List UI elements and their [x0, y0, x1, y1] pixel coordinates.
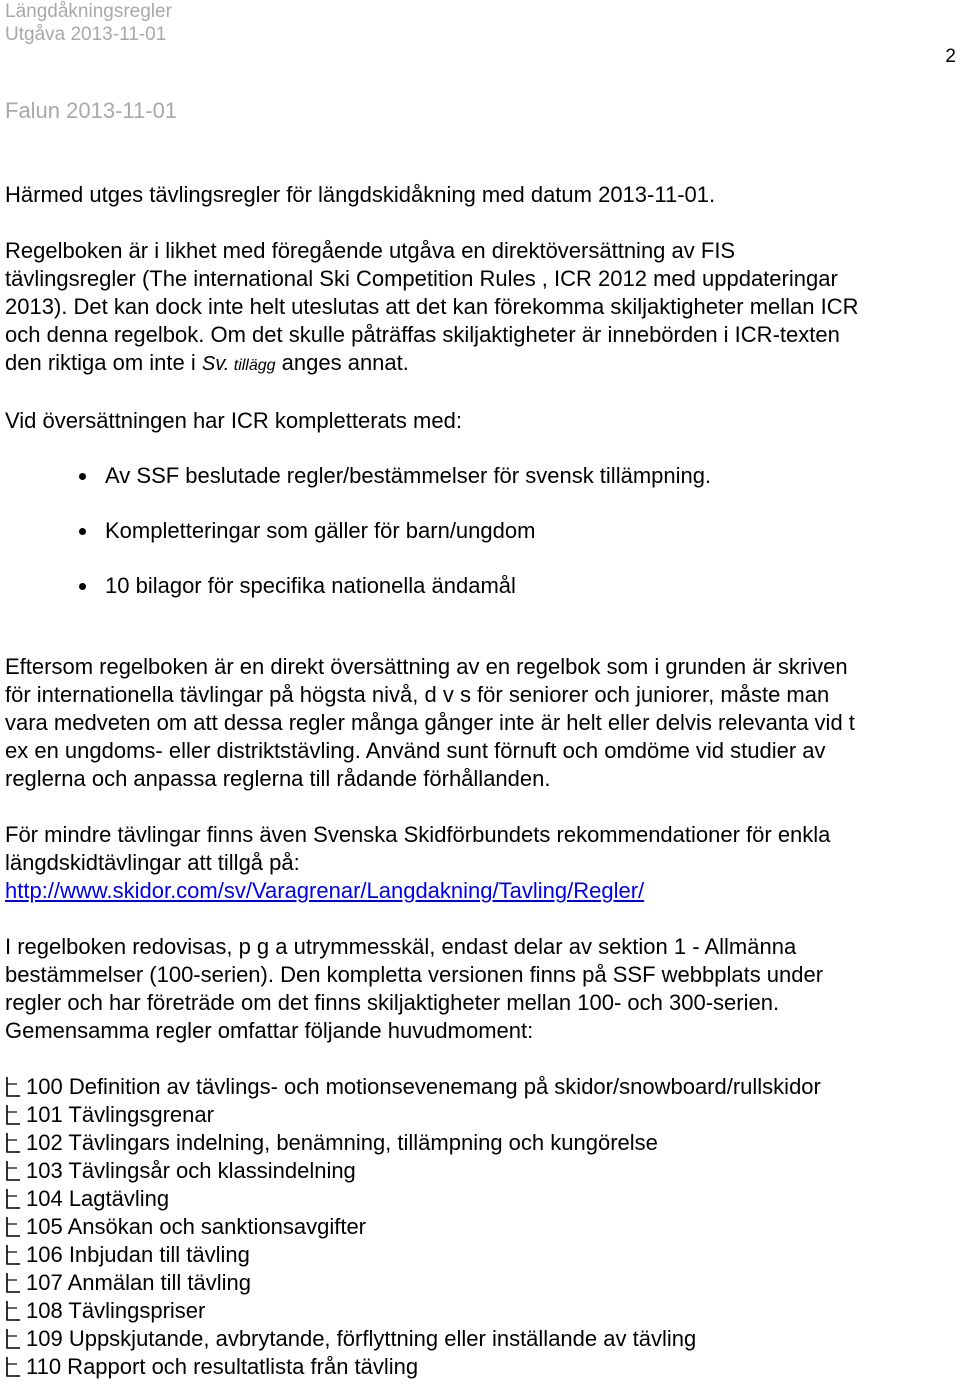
section-text: 110 Rapport och resultatlista från tävling	[26, 1354, 419, 1379]
section-tree-branch-icon	[5, 1356, 21, 1378]
page-number: 2	[945, 46, 956, 67]
section-item	[0, 1325, 960, 1353]
eftersom-line-2: för internationella tävlingar på högsta nivå, d v s för seniorer och juniorer, måste man	[5, 682, 830, 707]
redovisas-line-1: I regelboken redovisas, p g a utrymmesskäl, endast delar av sektion 1 - Allmänna	[5, 934, 797, 959]
redovisas-line-4: Gemensamma regler omfattar följande huvudmoment:	[5, 1018, 534, 1043]
bullet-text: Kompletteringar som gäller för barn/ungdom	[105, 518, 536, 543]
place-date: Falun 2013-11-01	[5, 98, 178, 123]
mindre-tavlingar-paragraph	[5, 821, 953, 905]
regelboken-line-4: och denna regelbok. Om det skulle påträffas skiljaktigheter är innebörden i ICR-texten	[5, 322, 840, 347]
section-text: 106 Inbjudan till tävling	[26, 1242, 250, 1267]
section-text: 101 Tävlingsgrenar	[26, 1102, 214, 1127]
regelboken-line-5b: anges annat.	[275, 350, 409, 375]
regelboken-line-5a: den riktiga om inte i	[5, 350, 202, 375]
vid-paragraph: Vid översättningen har ICR kompletterats med:	[5, 408, 462, 433]
section-tree-branch-icon	[5, 1132, 21, 1154]
tillagg-word: tillägg	[229, 357, 276, 374]
bullet-item	[0, 517, 960, 545]
section-tree-branch-icon	[5, 1216, 21, 1238]
section-tree-branch-icon	[5, 1272, 21, 1294]
section-tree-branch-icon	[5, 1300, 21, 1322]
regelboken-line-2: tävlingsregler (The international Ski Competition Rules , ICR 2012 med uppdateringar	[5, 266, 838, 291]
section-text: 103 Tävlingsår och klassindelning	[26, 1158, 356, 1183]
section-item	[0, 1073, 960, 1101]
mindre-line-1: För mindre tävlingar finns även Svenska Skidförbundets rekommendationer för enkla	[5, 822, 831, 847]
regelboken-paragraph	[5, 237, 953, 380]
section-tree-branch-icon	[5, 1244, 21, 1266]
redovisas-paragraph	[5, 933, 953, 1045]
section-item	[0, 1185, 960, 1213]
section-text: 100 Definition av tävlings- och motionsevenemang på skidor/snowboard/rullskidor	[26, 1074, 821, 1099]
bullet-dot-icon	[79, 583, 86, 590]
section-list	[0, 1073, 960, 1381]
intro-paragraph: Härmed utges tävlingsregler för längdskidåkning med datum 2013-11-01.	[5, 182, 716, 207]
section-tree-branch-icon	[5, 1104, 21, 1126]
section-text: 109 Uppskjutande, avbrytande, förflyttning eller inställande av tävling	[26, 1326, 697, 1351]
section-item	[0, 1269, 960, 1297]
section-tree-branch-icon	[5, 1076, 21, 1098]
section-item	[0, 1101, 960, 1129]
skidor-rules-link[interactable]: http://www.skidor.com/sv/Varagrenar/Langdakning/Tavling/Regler/	[5, 878, 645, 903]
eftersom-line-4: ex en ungdoms- eller distriktstävling. Använd sunt förnuft och omdöme vid studier av	[5, 738, 826, 763]
section-item	[0, 1157, 960, 1185]
supplement-bullet-list	[0, 462, 960, 627]
section-tree-branch-icon	[5, 1188, 21, 1210]
section-text: 105 Ansökan och sanktionsavgifter	[26, 1214, 367, 1239]
eftersom-line-5: reglerna och anpassa reglerna till rådande förhållanden.	[5, 766, 551, 791]
sv-abbreviation: Sv.	[201, 353, 230, 375]
section-item	[0, 1213, 960, 1241]
regelboken-line-1: Regelboken är i likhet med föregående utgåva en direktöversättning av FIS	[5, 238, 736, 263]
eftersom-line-3: vara medveten om att dessa regler många gånger inte är helt eller delvis relevanta vid t	[5, 710, 855, 735]
bullet-dot-icon	[79, 528, 86, 535]
bullet-text: 10 bilagor för specifika nationella ändamål	[105, 573, 516, 598]
section-item	[0, 1129, 960, 1157]
bullet-text: Av SSF beslutade regler/bestämmelser för svensk tillämpning.	[105, 463, 712, 488]
eftersom-line-1: Eftersom regelboken är en direkt översättning av en regelbok som i grunden är skriven	[5, 654, 848, 679]
section-tree-branch-icon	[5, 1328, 21, 1350]
section-text: 107 Anmälan till tävling	[26, 1270, 252, 1295]
mindre-line-2: längdskidtävlingar att tillgå på:	[5, 850, 300, 875]
section-item	[0, 1353, 960, 1381]
eftersom-paragraph	[5, 653, 953, 793]
bullet-item	[0, 462, 960, 490]
regelboken-line-3: 2013). Det kan dock inte helt uteslutas att det kan förekomma skiljaktigheter mellan ICR	[5, 294, 859, 319]
section-text: 104 Lagtävling	[26, 1186, 170, 1211]
bullet-dot-icon	[79, 473, 86, 480]
bullet-item	[0, 572, 960, 600]
section-item	[0, 1297, 960, 1325]
section-item	[0, 1241, 960, 1269]
header-title: Längdåkningsregler	[5, 1, 172, 22]
redovisas-line-2: bestämmelser (100-serien). Den kompletta versionen finns på SSF webbplats under	[5, 962, 824, 987]
header-edition: Utgåva 2013-11-01	[5, 24, 167, 45]
section-text: 108 Tävlingspriser	[26, 1298, 206, 1323]
redovisas-line-3: regler och har företräde om det finns skiljaktigheter mellan 100- och 300-serien.	[5, 990, 780, 1015]
section-text: 102 Tävlingars indelning, benämning, tillämpning och kungörelse	[26, 1130, 658, 1155]
section-tree-branch-icon	[5, 1160, 21, 1182]
